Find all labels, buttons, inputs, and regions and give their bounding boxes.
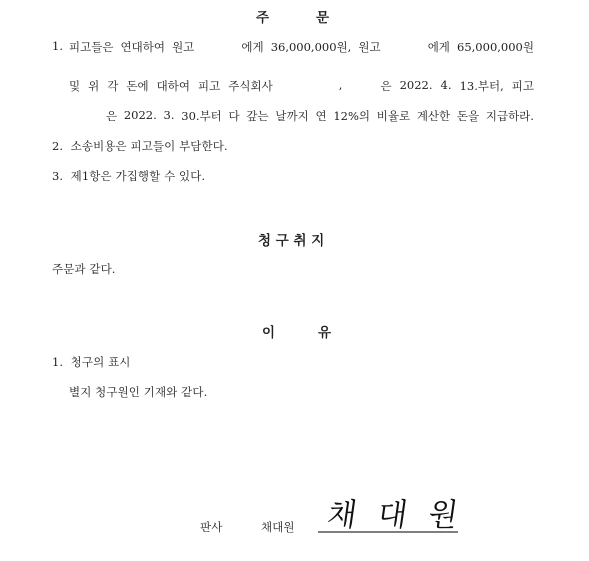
reason-item1: 1. 청구의 표시 xyxy=(52,355,131,369)
order-item1-line2 xyxy=(69,78,534,94)
word: 지급하라. xyxy=(485,109,534,123)
order-item1-line3 xyxy=(106,108,534,124)
reason-heading-right: 유 xyxy=(318,325,332,341)
word: 12%의 xyxy=(333,109,370,123)
word: , xyxy=(338,78,343,92)
order-heading-left: 주 xyxy=(256,10,270,26)
word: 다 xyxy=(228,109,240,123)
word: 연대하여 xyxy=(120,40,165,54)
word: 및 xyxy=(69,79,81,93)
word: 30.부터 xyxy=(181,109,222,123)
word: 갚는 xyxy=(246,109,269,123)
word: 36,000,000원, xyxy=(270,40,352,54)
word: 주식회사 xyxy=(228,79,273,93)
signature-script: 채 대 원 xyxy=(324,497,467,535)
reason-item1-text: 별지 청구원인 기재와 같다. xyxy=(69,385,208,399)
word: 피고 xyxy=(198,79,221,93)
word: 돈을 xyxy=(456,109,480,123)
word: 2022. xyxy=(399,78,433,92)
word: 원고 xyxy=(172,40,195,54)
claim-text: 주문과 같다. xyxy=(52,262,116,276)
order-item3: 3. 제1항은 가집행할 수 있다. xyxy=(52,169,206,183)
word: 각 xyxy=(107,79,119,93)
word: 은 xyxy=(106,109,118,123)
word: 비율로 xyxy=(376,109,411,123)
word: 13.부터, xyxy=(459,79,504,93)
word: 피고들은 xyxy=(69,40,114,54)
judge-title: 판사 xyxy=(200,520,223,534)
word: 3. xyxy=(163,108,175,122)
word: 날까지 xyxy=(275,109,309,123)
word: 원고 xyxy=(358,40,381,54)
signature-underline xyxy=(316,486,460,536)
word: 계산한 xyxy=(416,109,451,123)
claim-heading: 청 구 취 지 xyxy=(258,233,325,249)
word: 피고 xyxy=(511,79,534,93)
order-heading-right: 문 xyxy=(316,10,330,26)
judge-name: 채대원 xyxy=(261,520,295,534)
word: 4. xyxy=(440,78,452,92)
word: 에게 xyxy=(241,40,264,54)
reason-heading-left: 이 xyxy=(262,325,276,341)
word: 대하여 xyxy=(156,79,190,93)
word: 연 xyxy=(315,109,327,123)
word: 돈에 xyxy=(126,79,149,93)
word: 은 xyxy=(380,79,392,93)
word: 위 xyxy=(88,79,100,93)
order-item1-number: 1. xyxy=(52,39,64,53)
word: 65,000,000원 xyxy=(457,40,534,54)
handwritten-signature xyxy=(316,486,467,536)
order-item2: 2. 소송비용은 피고들이 부담한다. xyxy=(52,139,228,153)
word: 2022. xyxy=(123,108,157,122)
word: 에게 xyxy=(427,40,450,54)
order-item1-line1 xyxy=(69,39,534,55)
